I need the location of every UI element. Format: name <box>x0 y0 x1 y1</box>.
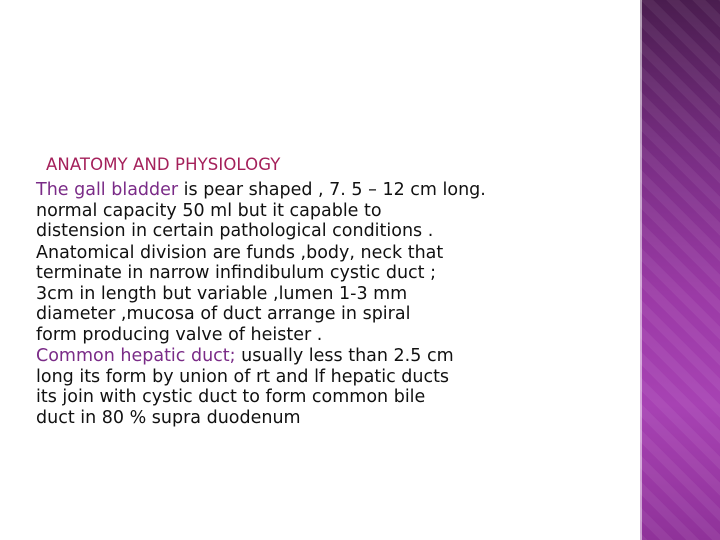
text-line: its join with cystic duct to form common bile <box>36 387 426 407</box>
slide-content <box>34 155 609 428</box>
paragraph-gall-bladder <box>36 180 609 242</box>
text-line: form producing valve of heister . <box>36 324 323 345</box>
text-line: diameter ,mucosa of duct arrange in spiral <box>36 304 411 324</box>
text-line: normal capacity 50 ml but it capable to <box>36 200 382 221</box>
text-line: Anatomical division are funds ,body, neck that <box>36 242 444 263</box>
paragraph-anatomical-division <box>36 243 609 346</box>
paragraph-common-hepatic-duct <box>36 346 609 428</box>
text-line <box>36 346 609 367</box>
slide-heading: ANATOMY AND PHYSIOLOGY <box>46 155 281 174</box>
text-line: long its form by union of rt and lf hepatic ducts <box>36 366 450 387</box>
text-line: duct in 80 % supra duodenum <box>36 407 301 428</box>
text-line: terminate in narrow infindibulum cystic duct ; <box>36 263 436 283</box>
term-gall-bladder: The gall bladder <box>36 180 179 200</box>
term-common-hepatic-duct: Common hepatic duct; <box>36 346 236 366</box>
decorative-side-band <box>640 0 720 540</box>
text-line: 3cm in length but variable ,lumen 1-3 mm <box>36 283 408 304</box>
text-line: distension in certain pathological conditions . <box>36 221 434 241</box>
text-fragment: is pear shaped , 7. 5 – 12 cm long. <box>178 180 486 200</box>
text-line <box>36 180 609 201</box>
text-fragment: usually less than 2.5 cm <box>235 346 454 366</box>
